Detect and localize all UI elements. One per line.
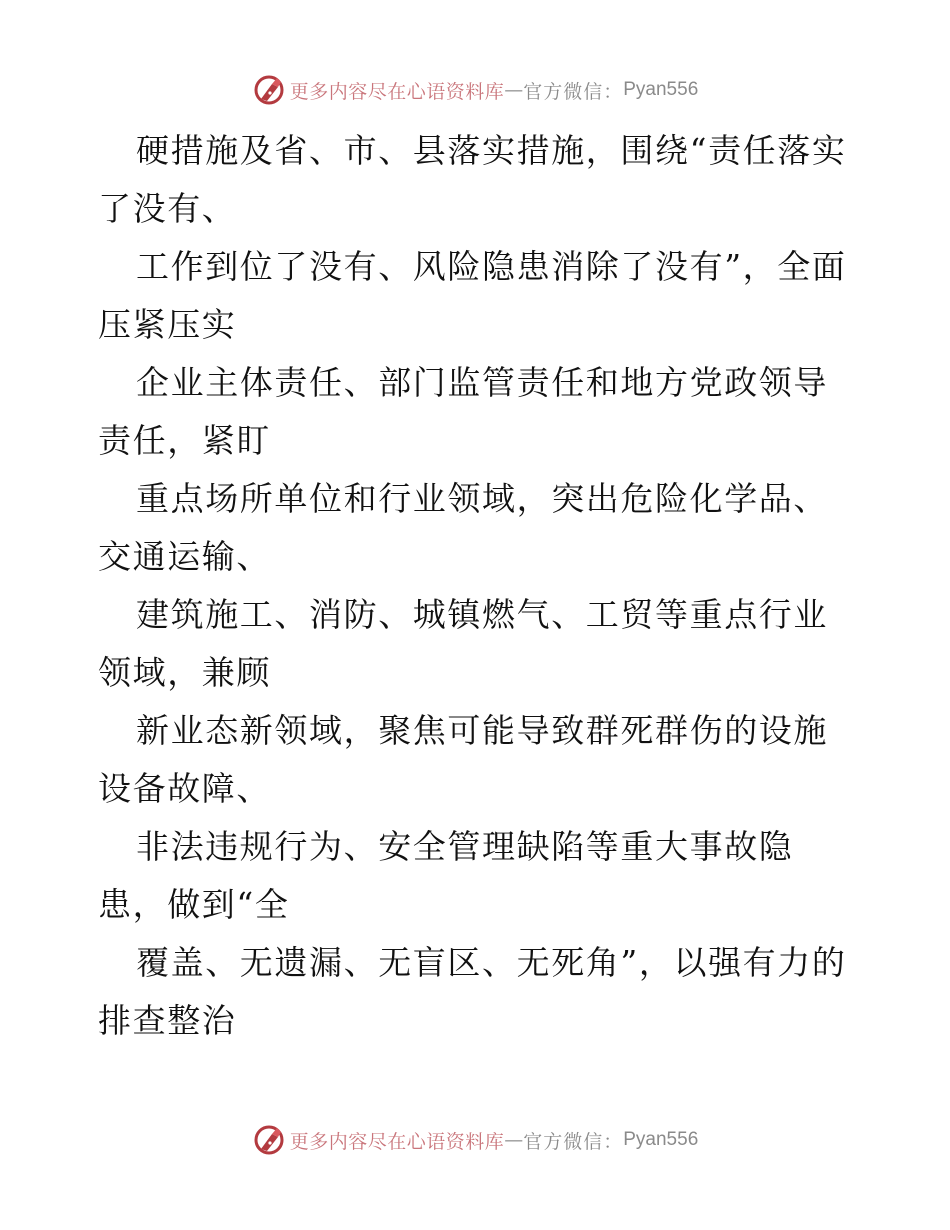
paragraph: 硬措施及省、市、县落实措施，围绕“责任落实了没有、 xyxy=(98,131,847,228)
paragraph: 企业主体责任、部门监管责任和地方党政领导责任，紧盯 xyxy=(98,363,828,460)
paragraph: 建筑施工、消防、城镇燃气、工贸等重点行业领域，兼顾 xyxy=(98,595,828,692)
watermark-label: 官方微信： xyxy=(523,80,624,103)
paragraph: 工作到位了没有、风险隐患消除了没有”，全面压紧压实 xyxy=(98,247,847,344)
watermark-wechat-id: Pyan556 xyxy=(623,79,699,100)
paragraph: 重点场所单位和行业领域，突出危险化学品、交通运输、 xyxy=(98,479,828,576)
watermark-dash: — xyxy=(504,79,524,101)
watermark-text: 更多内容尽在心语资料库 xyxy=(289,80,505,103)
watermark-label: 官方微信： xyxy=(523,1130,624,1153)
pen-nib-circle-icon xyxy=(252,73,286,107)
watermark-text: 更多内容尽在心语资料库 xyxy=(289,1130,505,1153)
watermark-wechat-id: Pyan556 xyxy=(623,1129,699,1150)
document-body xyxy=(98,122,858,1050)
paragraph: 非法违规行为、安全管理缺陷等重大事故隐患，做到“全 xyxy=(98,827,794,924)
pen-nib-circle-icon xyxy=(252,1123,286,1157)
paragraph: 覆盖、无遗漏、无盲区、无死角”，以强有力的排查整治 xyxy=(98,943,847,1040)
footer-watermark xyxy=(0,1120,950,1160)
header-watermark xyxy=(0,70,950,110)
paragraph: 新业态新领域，聚焦可能导致群死群伤的设施设备故障、 xyxy=(98,711,828,808)
watermark-dash: — xyxy=(504,1129,524,1151)
